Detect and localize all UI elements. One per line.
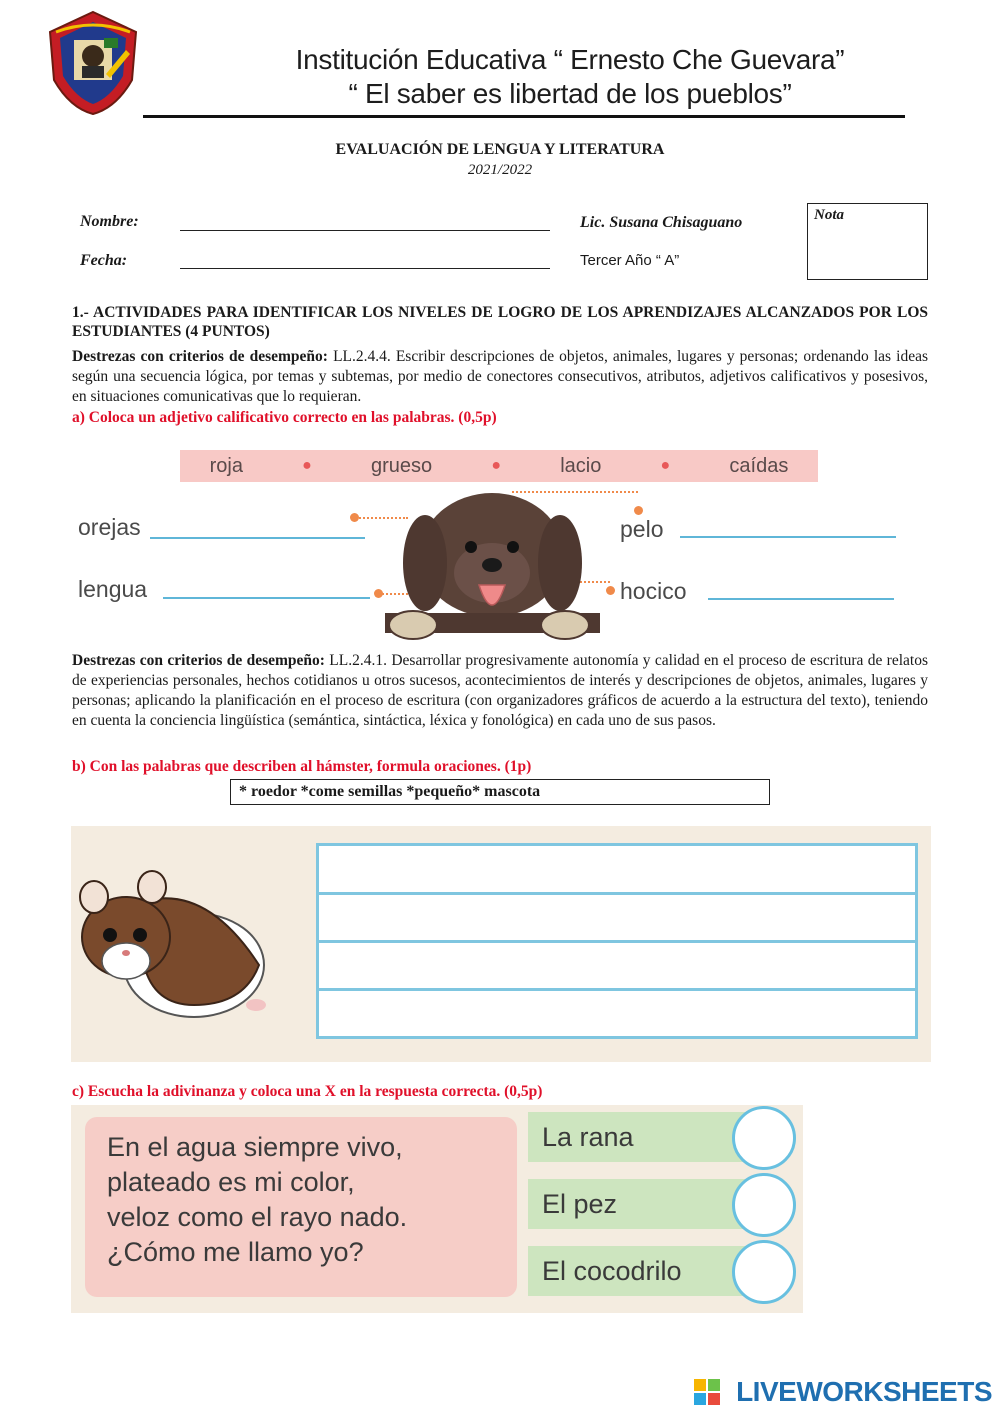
answer-circle-crocodile[interactable] [732,1240,796,1304]
writing-line [319,988,915,991]
section-1-heading: 1.- ACTIVIDADES PARA IDENTIFICAR LOS NIVELES DE LOGRO DE LOS APRENDIZAJES ALCANZADOS POR LOS ESTUDIANTES (4 PUNTOS) [72,304,928,340]
institution-name: Institución Educativa “ Ernesto Che Guevara” [295,44,845,75]
bullet-dot-icon: ● [660,457,671,474]
instruction-a: a) Coloca un adjetivo calificativo correcto en las palabras. (0,5p) [72,409,497,426]
riddle-line: veloz como el rayo nado. [107,1202,408,1232]
writing-line [319,940,915,943]
writing-line [319,892,915,895]
riddle-line: ¿Cómo me llamo yo? [107,1237,364,1267]
liveworksheets-brand[interactable]: LIVEWORKSHEETS [736,1376,992,1407]
date-input-line[interactable] [180,268,550,269]
word-bank-item: grueso [371,454,433,477]
institution-motto: “ El saber es libertad de los pueblos” [348,78,792,109]
pointer-dot [350,513,359,522]
school-crest-logo [46,10,140,116]
answer-circle-fish[interactable] [732,1173,796,1237]
answer-line-tongue[interactable] [163,597,370,599]
riddle-text [107,1130,407,1270]
exam-title: EVALUACIÓN DE LENGUA Y LITERATURA [335,141,665,158]
teacher-name: Lic. Susana Chisaguano [580,214,743,231]
section-1-skill-label: Destrezas con criterios de desempeño: [72,348,328,365]
grade-level: Tercer Año “ A” [580,252,680,269]
section-1-skill-text: LL.2.4.4. Escribir descripciones de objetos, animales, lugares y personas; ordenando las ideas según una secuencia lógica, por temas y subtemas, por medio de conectores consecutivos, atributos, adjetivos calificativos y posesivos, en situaciones comunicativas que lo requieran. [72,348,928,405]
pointer-dot [606,586,615,595]
answer-line-hair[interactable] [680,536,896,538]
grade-box-label: Nota [814,207,844,223]
instruction-b: b) Con las palabras que describen al hámster, formula oraciones. (1p) [72,758,532,775]
label-snout: hocico [620,578,687,604]
liveworksheets-logo-icon [694,1379,720,1405]
header-divider [143,115,905,118]
word-bank-item: caídas [729,454,789,477]
answer-line-ears[interactable] [150,537,365,539]
pointer-dot [374,589,383,598]
sentence-writing-box[interactable] [316,843,918,1039]
grade-box[interactable] [807,203,928,280]
adjective-word-bank [180,450,818,482]
hamster-illustration [74,855,274,1025]
riddle-line: En el agua siempre vivo, [107,1132,403,1162]
section-1-skill [72,347,928,407]
name-label: Nombre: [80,213,139,230]
name-input-line[interactable] [180,230,550,231]
option-fish: El pez [528,1179,758,1229]
pointer-dot [634,506,643,515]
label-ears: orejas [78,514,141,540]
option-frog: La rana [528,1112,758,1162]
riddle-line: plateado es mi color, [107,1167,355,1197]
date-label: Fecha: [80,252,128,269]
bullet-dot-icon: ● [302,457,312,474]
answer-circle-frog[interactable] [732,1106,796,1170]
exam-year: 2021/2022 [467,162,533,178]
label-tongue: lengua [78,576,148,602]
dog-illustration [385,485,600,645]
word-bank-item: lacio [560,454,602,477]
bullet-dot-icon: ● [491,457,502,474]
section-2-skill-label: Destrezas con criterios de desempeño: [72,652,325,669]
word-bank-item: roja [209,454,243,477]
section-2-skill [72,651,928,731]
section-2-skill-text: LL.2.4.1. Desarrollar progresivamente autonomía y calidad en el proceso de escritura de relatos de experiencias personales, hechos cotidianos u otros sucesos, acontecimientos de interés y descripciones de objetos, animales, lugares y personas; aplicando la planificación en el proceso de escritura (con organizadores gráficos de acuerdo a la estructura del texto), teniendo en cuenta la conciencia lingüística (semántica, sintáctica, léxica y fonológica) en cada uno de sus pasos. [72,652,928,729]
instruction-c: c) Escucha la adivinanza y coloca una X en la respuesta correcta. (0,5p) [72,1083,543,1100]
label-hair: pelo [620,516,664,542]
option-crocodile: El cocodrilo [528,1246,758,1296]
hamster-word-box: * roedor *come semillas *pequeño* mascota [230,779,770,805]
answer-line-snout[interactable] [708,598,894,600]
